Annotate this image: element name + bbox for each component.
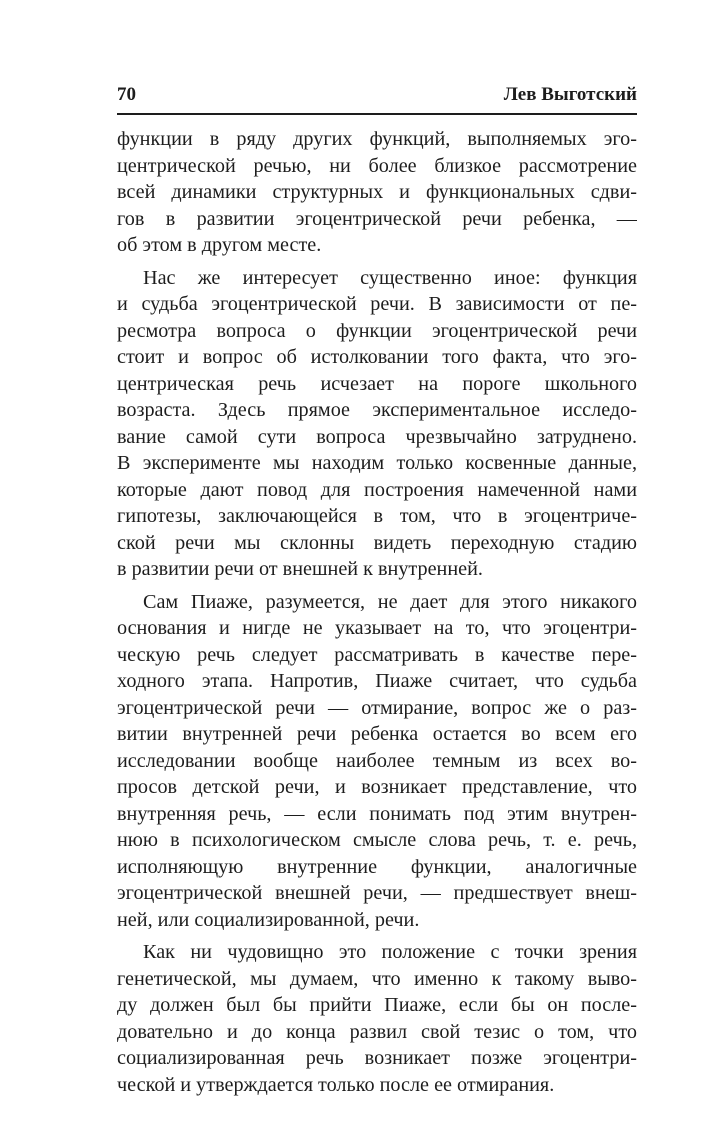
paragraph [117,589,637,934]
text-line: ской речи мы склонны видеть переходную стадию [117,531,637,554]
text-line: ческую речь следует рассматривать в качестве пере- [117,643,637,666]
body-text [117,126,637,1104]
text-line: Сам Пиаже, разумеется, не дает для этого никакого [143,590,637,613]
text-line: ней, или социализированной, речи. [117,908,420,931]
text-line: эгоцентрической речи — отмирание, вопрос же о раз- [117,696,637,719]
text-line: довательно и до конца развил свой тезис о том, что [117,1020,637,1043]
text-line: ческой и утверждается только после ее отмирания. [117,1073,555,1096]
text-line: центрической речью, ни более близкое рассмотрение [117,154,637,177]
text-line: внутренняя речь, — если понимать под этим внутрен- [117,802,637,825]
text-line: витии внутренней речи ребенка остается во всем его [117,723,637,745]
text-line: которые дают повод для построения намеченной нами [117,478,637,501]
text-line: социализированная речь возникает позже эгоцентри- [117,1047,637,1069]
text-line: стоит и вопрос об истолковании того факта, что эго- [117,346,637,368]
page-number: 70 [117,84,136,105]
text-line: вание самой сути вопроса чрезвычайно затруднено. [117,425,637,448]
paragraph [117,265,637,583]
text-line: возраста. Здесь прямое экспериментальное исследо- [117,399,637,421]
text-line: основания и нигде не указывает на то, что эгоцентри- [117,617,637,639]
text-line: гов в развитии эгоцентрической речи ребенка, — [117,207,637,230]
text-line: ходного этапа. Напротив, Пиаже считает, что судьба [117,670,637,692]
text-line: эгоцентрической внешней речи, — предшествует внеш- [117,882,637,904]
text-line: центрическая речь исчезает на пороге школьного [117,372,637,395]
text-line: нюю в психологическом смысле слова речь, т. е. речь, [117,829,637,851]
text-line: Как ни чудовищно это положение с точки зрения [143,941,637,963]
text-line: просов детской речи, и возникает представление, что [117,776,637,798]
running-title-author: Лев Выготский [503,84,637,105]
text-line: в развитии речи от внешней к внутренней. [117,558,483,580]
text-line: исследовании вообще наиболее темным из всех во- [117,749,637,772]
paragraph [117,939,637,1098]
text-line: ресмотра вопроса о функции эгоцентрической речи [117,319,637,342]
text-line: Нас же интересует существенно иное: функция [143,266,637,289]
text-line: В эксперименте мы находим только косвенные данные, [117,452,637,474]
running-header [117,83,637,115]
text-line: функции в ряду других функций, выполняемых эго- [117,128,637,150]
text-line: всей динамики структурных и функциональных сдви- [117,181,637,203]
text-line: генетической, мы думаем, что именно к такому выво- [117,967,637,990]
text-line: ду должен был бы прийти Пиаже, если бы он после- [117,994,637,1016]
text-line: об этом в другом месте. [117,234,322,256]
text-line: и судьба эгоцентрической речи. В зависимости от пе- [117,293,637,315]
text-line: исполняющую внутренние функции, аналогичные [117,855,637,878]
text-line: гипотезы, заключающейся в том, что в эгоцентриче- [117,505,637,527]
paragraph [117,126,637,259]
